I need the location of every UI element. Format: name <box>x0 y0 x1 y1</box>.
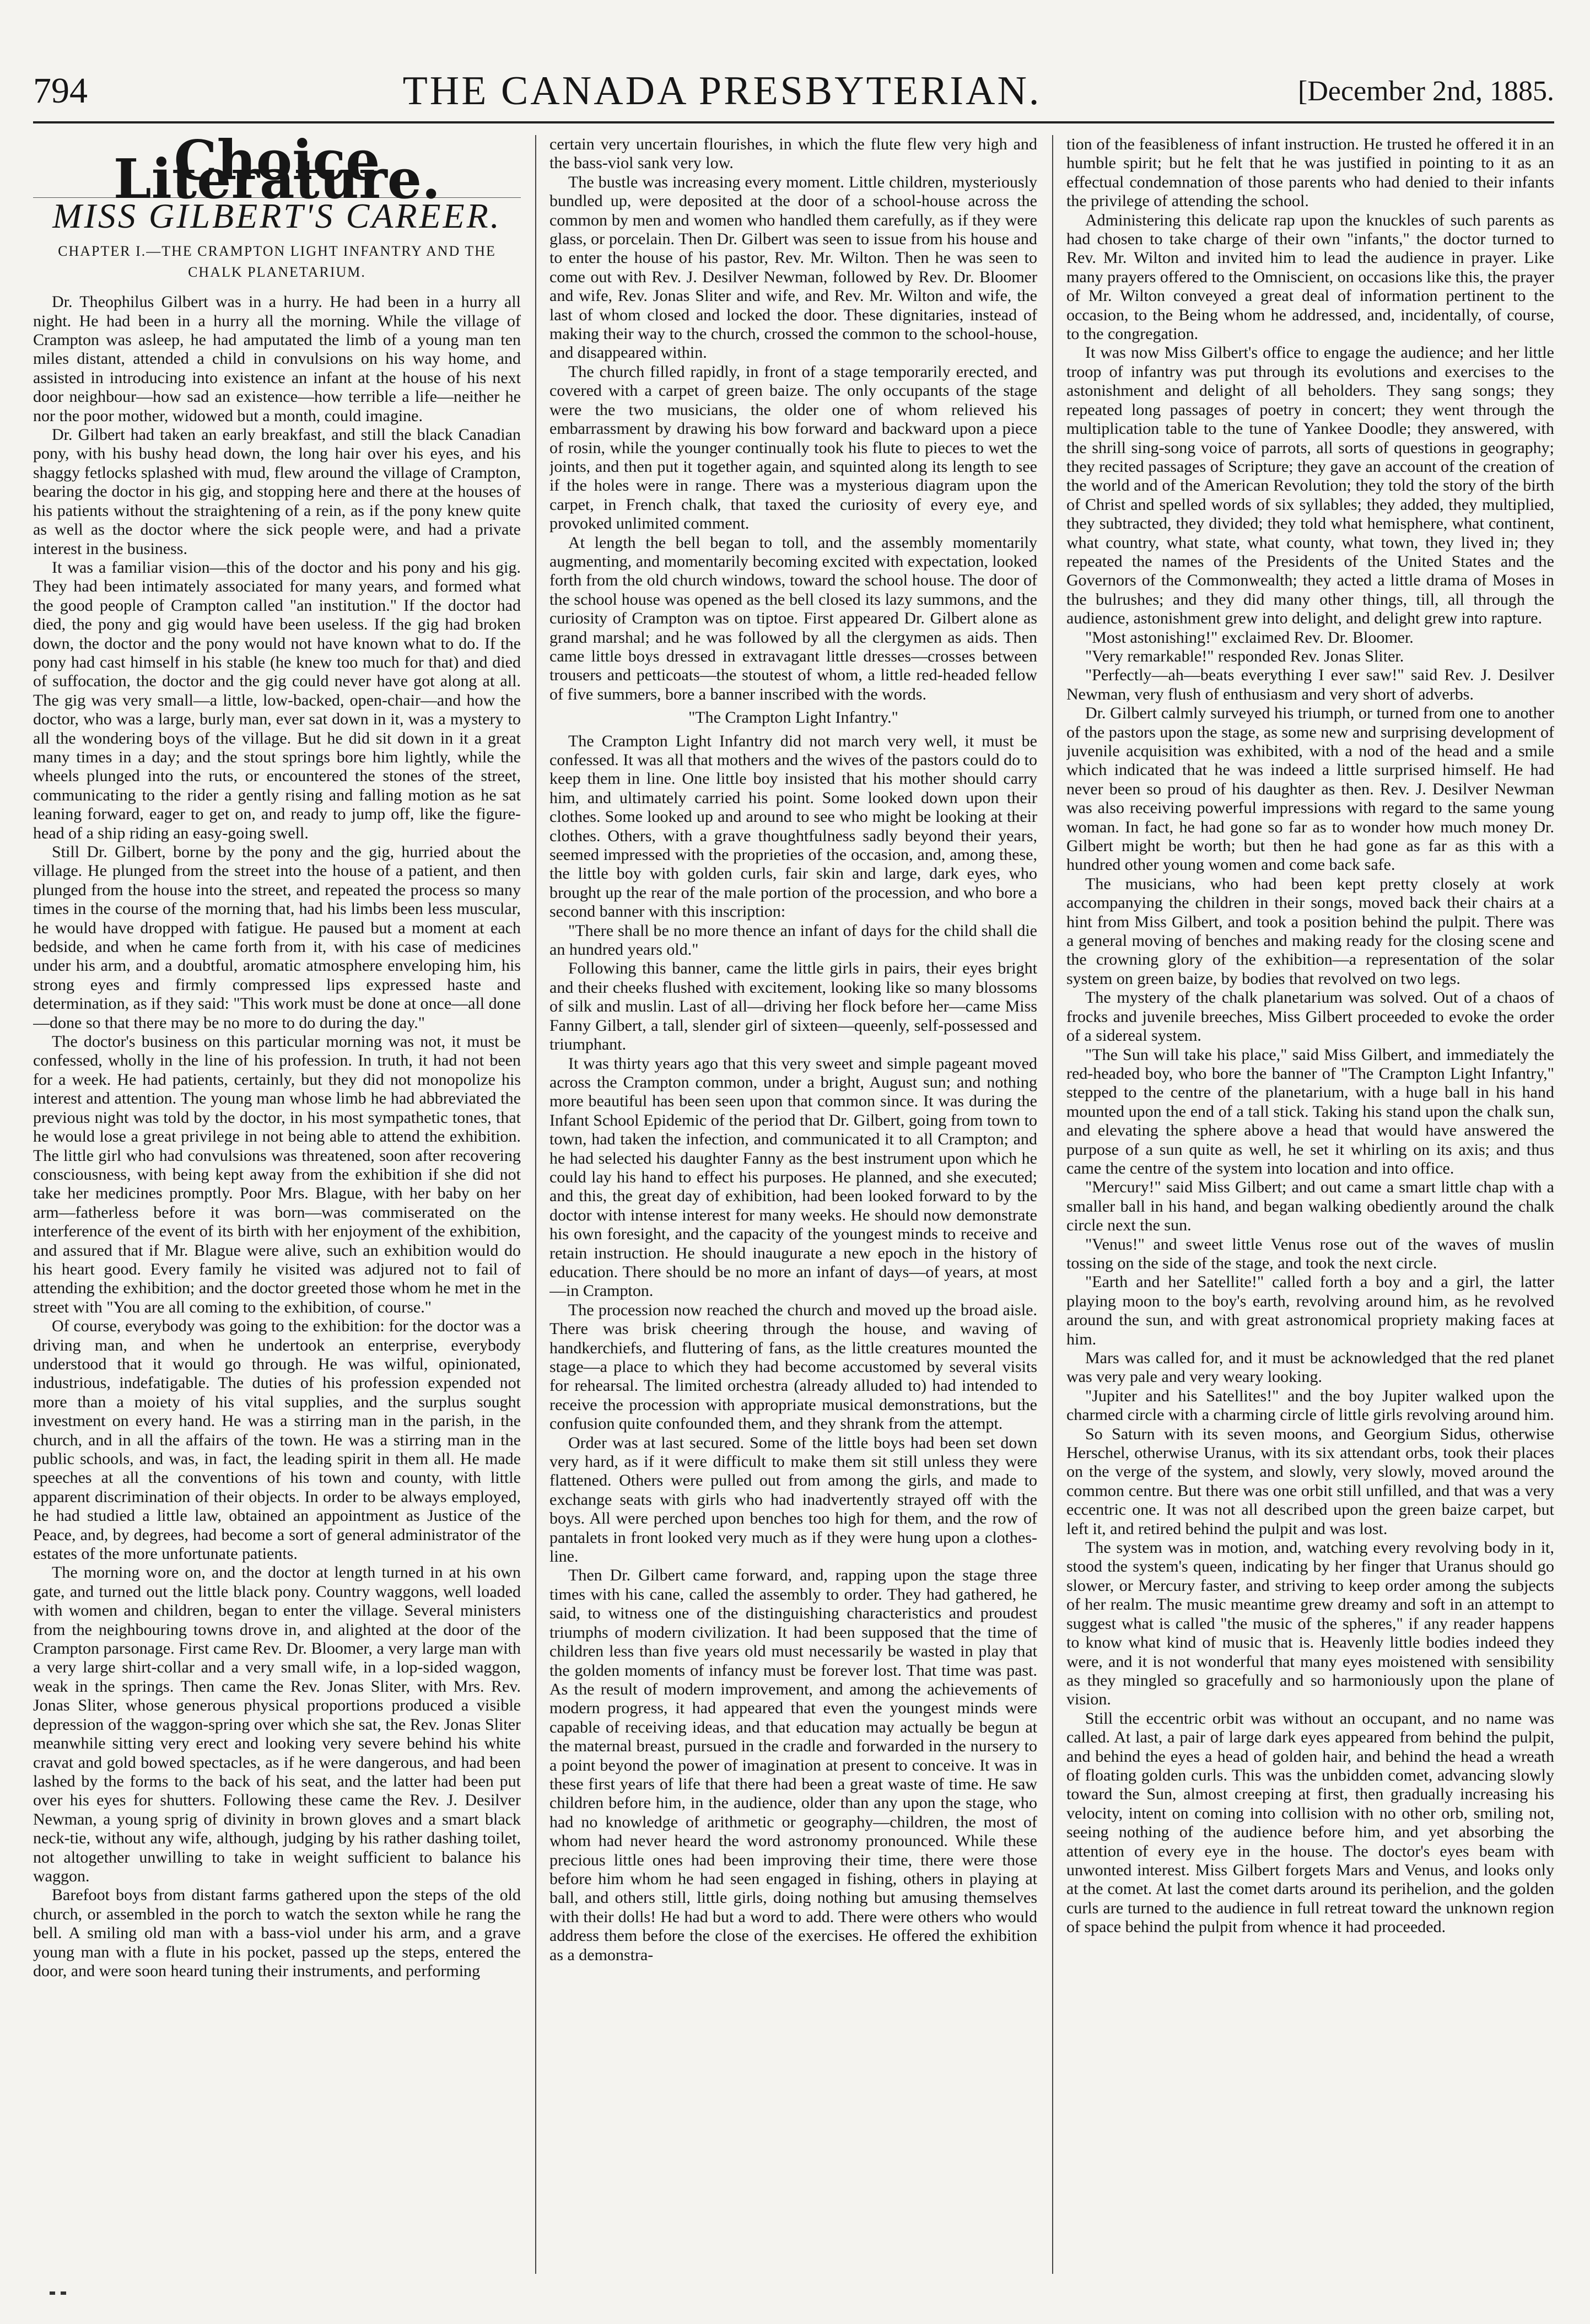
paragraph: So Saturn with its seven moons, and Georgium Sidus, otherwise Herschel, otherwise Uranus, with its six attendant orbs, took their places on the verge of the system, and slowly, very slowly, moved around the common centre. But there was one orbit still unfilled, and that was a very eccentric one. It was not all described upon the green baize carpet, but left it, and retired behind the pulpit and was lost. <box>1066 1424 1554 1538</box>
chapter-heading: CHAPTER I.—THE CRAMPTON LIGHT INFANTRY AND THE CHALK PLANETARIUM. <box>58 243 496 281</box>
paragraph: Still Dr. Gilbert, borne by the pony and the gig, hurried about the village. He plunged from the street into the house of a patient, and then plunged from the house into the street, and repeated the process so many times in the course of the morning that, had his limbs been less muscular, he would have dropped with fatigue. He paused but a moment at each bedside, and when he came forth from it, with his case of medicines under his arm, and a doubtful, aromatic atmosphere enveloping him, his strong eyes and firmly compressed lips expressed haste and determination, as if they said: "This work must be done at once—all done—done so that there may be no more to do during the day." <box>33 843 521 1032</box>
section-title: Choice Literature. <box>113 135 441 212</box>
paragraph: The procession now reached the church and moved up the broad aisle. There was brisk cheering through the house, and waving of handkerchiefs, and fluttering of fans, as the little creatures mounted the stage—a place to which they had become accustomed by several visits for rehearsal. The limited orchestra (already alluded to) had intended to receive the procession with appropriate musical demonstrations, but the confusion quite confounded them, and they shrank from the attempt. <box>549 1300 1037 1433</box>
banner-inscription: "The Crampton Light Infantry." <box>688 708 898 727</box>
paragraph: The church filled rapidly, in front of a stage temporarily erected, and covered with a carpet of green baize. The only occupants of the stage were the two musicians, the older one of whom relieved his embarrassment by drawing his bow forward and backward upon a piece of rosin, while the younger continually took his flute to pieces to wet the joints, and then put it together again, and squinted along its length to see if the holes were in range. There was a mysterious diagram upon the carpet, in French chalk, that taxed the curiosity of every eye, and provoked unlimited comment. <box>549 362 1037 533</box>
paragraph: Then Dr. Gilbert came forward, and, rapping upon the stage three times with his cane, called the assembly to order. They had gathered, he said, to witness one of the distinguishing characteristics and proudest triumphs of modern civilization. It had been supposed that the time of children less than five years old must necessarily be wasted in play that the golden moments of infancy must be forever lost. That time was past. As the result of modern improvement, and among the achievements of modern progress, it had appeared that even the youngest minds were capable of receiving ideas, and that education may actually be begun at the maternal breast, pursued in the cradle and forwarded in the nursery to a point beyond the power of imagination at present to conceive. It was in these first years of life that there had been a great waste of time. He saw children before him, in the audience, older than any upon the stage, who had no knowledge of arithmetic or geography—children, the most of whom had never heard the word astronomy pronounced. While these precious little ones had been improving their time, there were those before him whom he had seen engaged in fishing, others in playing at ball, and others still, little girls, doing nothing but amusing themselves with their dolls! He had but a word to add. There were others who would address them before the close of the exercises. He offered the exhibition as a demonstra- <box>549 1566 1037 1964</box>
banner-inscription: "There shall be no more thence an infant of days for the child shall die an hundred years old." <box>549 921 1037 959</box>
paragraph: "Venus!" and sweet little Venus rose out of the waves of muslin tossing on the side of the stage, and took the next circle. <box>1066 1235 1554 1272</box>
paragraph: "Most astonishing!" exclaimed Rev. Dr. Bloomer. <box>1085 628 1414 647</box>
page-header <box>33 61 1554 123</box>
paragraph: "Jupiter and his Satellites!" and the boy Jupiter walked upon the charmed circle with a charming circle of little girls revolving around him. <box>1066 1386 1554 1424</box>
paragraph: Barefoot boys from distant farms gathered upon the steps of the old church, or assembled in the porch to watch the sexton while he rang the bell. A smiling old man with a bass-viol under his arm, and a grave young man with a flute in his pocket, passed up the steps, entered the door, and were soon heard tuning their instruments, and performing <box>33 1886 521 1980</box>
paragraph: "The Sun will take his place," said Miss Gilbert, and immediately the red-headed boy, who bore the banner of "The Crampton Light Infantry," stepped to the centre of the planetarium, with a huge ball in his hand mounted upon the end of a tall stick. Taking his stand upon the chalk sun, and elevating the sphere above a head that would have answered the purpose of a sun quite as well, he set it whirling on its axis; and thus came the centre of the system into location and into office. <box>1066 1045 1554 1177</box>
story-title: MISS GILBERT'S CAREER. <box>33 197 521 225</box>
page-number: 794 <box>33 71 88 111</box>
column-rule <box>1052 135 1053 2274</box>
paragraph: "Mercury!" said Miss Gilbert; and out came a smart little chap with a smaller ball in his hand, and began walking obediently around the chalk circle next the sun. <box>1066 1178 1554 1235</box>
paragraph: certain very uncertain flourishes, in which the flute flew very high and the bass-viol sank very low. <box>549 135 1037 173</box>
paragraph: At length the bell began to toll, and the assembly momentarily augmenting, and momentarily becoming excited with expectation, looked forth from the old church windows, toward the school house. The door of the school house was opened as the bell closed its lazy summons, and the curiosity of Crampton was on tiptoe. First appeared Dr. Gilbert alone as grand marshal; and he was followed by all the clergymen as aids. Then came little boys dressed in extravagant little dresses—crosses between trousers and petticoats—the stoutest of whom, a little red-headed fellow of five summers, bore a banner inscribed with the words. <box>549 533 1037 703</box>
paragraph: The musicians, who had been kept pretty closely at work accompanying the children in their songs, moved back their chairs at a hint from Miss Gilbert, and took a position behind the pulpit. There was a general moving of benches and making ready for the closing scene and the crowning glory of the exhibition—a representation of the solar system on green baize, by bodies that revolved on two legs. <box>1066 874 1554 988</box>
paragraph: It was now Miss Gilbert's office to engage the audience; and her little troop of infantry was put through its evolutions and exercises to the astonishment and delight of all beholders. They sang songs; they repeated long passages of poetry in concert; they went through the multiplication table to the tune of Yankee Doodle; they answered, with the shrill sing-song voice of parrots, all sorts of questions in geography; they recited passages of Scripture; they gave an account of the creation of the world and of the American Revolution; they told the story of the birth of Christ and spelled words of six syllables; they added, they multiplied, they subtracted, they divided; they told what hemisphere, what continent, what country, what state, what county, what town, they lived in; they repeated the names of the Presidents of the United States and the Governors of the Commonwealth; they acted a little drama of Moses in the bulrushes; and they did many other things, till, all through the audience, astonishment grew into delight, and delight grew into rapture. <box>1066 343 1554 628</box>
paragraph: The system was in motion, and, watching every revolving body in it, stood the system's queen, indicating by her finger that Uranus should go slower, or Mercury faster, and striving to keep order among the subjects of her realm. The music meantime grew dreamy and soft in an attempt to suggest what is called "the music of the spheres," if any reader happens to know what kind of music that is. Heavenly little bodies indeed they were, and it is not wonderful that many eyes moistened with sensibility as they mingled so gracefully and so harmoniously upon the plane of vision. <box>1066 1538 1554 1709</box>
issue-date: [December 2nd, 1885. <box>1298 75 1554 107</box>
column-2 <box>549 135 1037 2274</box>
print-speck <box>50 2288 72 2291</box>
paragraph: The doctor's business on this particular morning was not, it must be confessed, wholly in the line of his profession. In truth, it had not been for a week. He had patients, certainly, but they did not monopolize his interest and attention. The young man whose limb he had abbreviated the previous night was told by the doctor, in his most sympathetic tones, that he would lose a great privilege in not being able to attend the exhibition. The little girl who had convulsions was threatened, soon after recovering consciousness, with being kept away from the exhibition if she did not take her medicines promptly. Poor Mrs. Blague, with her baby on her arm—fatherless before it was born—was commiserated on the interference of the event of its birth with her enjoyment of the exhibition, and assured that if Mr. Blague were alive, such an exhibition would do his heart good. Every family he visited was adjured not to fail of attending the exhibition; and the doctor greeted those whom he met in the street with "You are all coming to the exhibition, of course." <box>33 1032 521 1316</box>
paragraph: The morning wore on, and the doctor at length turned in at his own gate, and turned out the little black pony. Country waggons, well loaded with women and children, began to enter the village. Several ministers from the neighbouring towns drove in, and alighted at the door of the Crampton parsonage. First came Rev. Dr. Bloomer, a very large man with a very large shirt-collar and a very small wife, in a lop-sided waggon, weak in the springs. Then came the Rev. Jonas Sliter, with Mrs. Rev. Jonas Sliter, whose generous physical proportions produced a visible depression of the waggon-spring over which she sat, the Rev. Jonas Sliter meanwhile sitting very erect and looking very severe behind his white cravat and gold bowed spectacles, as if he were dangerous, and had been lashed by the forms to the back of his seat, and the latter had been put over his eyes for shutters. Following these came the Rev. J. Desilver Newman, a young sprig of divinity in brown gloves and a smart black neck-tie, without any wife, although, judging by his rather dashing toilet, not altogether unwilling to take in weight sufficient to balance his waggon. <box>33 1563 521 1885</box>
paragraph: The bustle was increasing every moment. Little children, mysteriously bundled up, were deposited at the door of a school-house across the common by men and women who handled them carefully, as if they were glass, or porcelain. Then Dr. Gilbert was seen to issue from his house and to enter the house of his pastor, Rev. Mr. Wilton. Then he was seen to come out with Rev. J. Desilver Newman, followed by Rev. Dr. Bloomer and wife, Rev. Jonas Sliter and wife, and Rev. Mr. Wilton and wife, the last of whom closed and locked the door. These dignitaries, instead of making their way to the church, crossed the common to the school-house, and disappeared within. <box>549 173 1037 362</box>
paragraph: Still the eccentric orbit was without an occupant, and no name was called. At last, a pair of large dark eyes appeared from behind the pulpit, and behind the eyes a head of golden hair, and behind the head a wreath of floating golden curls. This was the unbidden comet, advancing slowly toward the Sun, almost creeping at first, then gradually increasing his velocity, intent on coming into collision with no other orb, smiling not, seeing nothing of the audience before him, and yet absorbing the attention of every eye in the house. The doctor's eyes beam with unwonted interest. Miss Gilbert forgets Mars and Venus, and looks only at the comet. At last the comet darts around its perihelion, and the golden curls are turned to the audience in full retreat toward the unknown region of space behind the pulpit from whence it had proceeded. <box>1066 1709 1554 1936</box>
paragraph: "Perfectly—ah—beats everything I ever saw!" said Rev. J. Desilver Newman, very flush of enthusiasm and very short of adverbs. <box>1066 666 1554 703</box>
paragraph: Dr. Gilbert calmly surveyed his triumph, or turned from one to another of the pastors upon the stage, as some new and surprising development of juvenile acquisition was exhibited, with a nod of the head and a smile which indicated that he was indeed a little surprised himself. He had never been so proud of his daughter as then. Rev. J. Desilver Newman was also receiving powerful impressions with regard to the same young woman. In fact, he had gone so far as to wonder how much money Dr. Gilbert might be worth; but then he had gone as far as this with a hundred other young women and come back safe. <box>1066 704 1554 874</box>
paragraph: Order was at last secured. Some of the little boys had been set down very hard, as if it were difficult to make them sit still unless they were flattened. Others were pulled out from among the girls, and made to exchange seats with girls who had inadvertently strayed off with the boys. All were perched upon benches too high for them, and the row of pantalets in front looked very much as if they were hung upon a clothes-line. <box>549 1433 1037 1566</box>
paragraph: The mystery of the chalk planetarium was solved. Out of a chaos of frocks and juvenile breeches, Miss Gilbert proceeded to evoke the order of a sidereal system. <box>1066 988 1554 1045</box>
paragraph: It was thirty years ago that this very sweet and simple pageant moved across the Crampton common, under a bright, August sun; and nothing more beautiful has been seen upon that common since. It was during the Infant School Epidemic of the period that Dr. Gilbert, going from town to town, had taken the infection, and communicated it to all Crampton; and he had selected his daughter Fanny as the best instrument upon which he could lay his hand to effect his purposes. He planned, and she executed; and this, the great day of exhibition, had been looked forward to by the doctor with intense interest for many weeks. He should now demonstrate his own foresight, and the capacity of the youngest minds to receive and retain instruction. He should inaugurate a new epoch in the history of education. There should be no more an infant of days—of years, at most—in Crampton. <box>549 1054 1037 1300</box>
column-rule <box>535 135 536 2274</box>
paragraph: The Crampton Light Infantry did not march very well, it must be confessed. It was all that mothers and the wives of the pastors could do to keep them in line. One little boy insisted that his mother should carry him, and ultimately carried his point. Some looked down upon their clothes. Some looked up and around to see who might be looking at their clothes. Others, with a grave thoughtfulness sadly beyond their years, seemed impressed with the proprieties of the occasion, and, among these, the little boy with golden curls, fair skin and large, dark eyes, who brought up the rear of the male portion of the procession, and who bore a second banner with this inscription: <box>549 731 1037 921</box>
text-columns <box>33 135 1554 2274</box>
paragraph: tion of the feasibleness of infant instruction. He trusted he offered it in an humble spirit; but he felt that he was justified in pointing to it as an effectual condemnation of those parents who had denied to their infants the privilege of attending the school. <box>1066 135 1554 211</box>
paragraph: Of course, everybody was going to the exhibition: for the doctor was a driving man, and when he undertook an enterprise, everybody understood that it would go through. He was wilful, opinionated, industrious, indefatigable. The duties of his profession expended not more than a moiety of his vital supplies, and the surplus sought investment on every hand. He was a stirring man in the parish, in the church, and in all the affairs of the town. He was a stirring man in the public schools, and was, in fact, the leading spirit in them all. He made speeches at all the conventions of his town and county, with little apparent discrimination of their objects. In order to be always employed, he had studied a little law, obtained an appointment as Justice of the Peace, and, by degrees, had become a sort of general administrator of the estates of the more unfortunate patients. <box>33 1317 521 1563</box>
paragraph: Dr. Gilbert had taken an early breakfast, and still the black Canadian pony, with his bushy head down, the long hair over his eyes, and his shaggy fetlocks splashed with mud, flew around the village of Crampton, bearing the doctor in his gig, and stopping here and there at the houses of his patients without the straightening of a rein, as if the pony knew quite as well as the doctor where the sick people were, and had a private interest in the business. <box>33 426 521 558</box>
paragraph: Mars was called for, and it must be acknowledged that the red planet was very pale and very weary looking. <box>1066 1349 1554 1386</box>
paragraph: "Very remarkable!" responded Rev. Jonas Sliter. <box>1085 647 1404 665</box>
paragraph: It was a familiar vision—this of the doctor and his pony and his gig. They had been intimately associated for many years, and formed what the good people of Crampton called "an institution." If the doctor had died, the pony and gig would have been useless. If the gig had broken down, the doctor and the pony would not have known what to do. If the pony had cast himself in his stable (he knew too much for that) and died of suffocation, the doctor and the gig could never have got along at all. The gig was very small—a little, low-backed, open-chair—and how the doctor, who was a large, burly man, ever sat down in it, was a mystery to all the wondering boys of the village. But he did sit down in it a great many times in a day; and the stout springs bore him lightly, while the wheels plunged into the ruts, or encountered the stones of the street, communicating to the rider a gently rising and falling motion as he sat leaning forward, eager to get on, and ready to jump off, like the figure-head of a ship riding an easy-going swell. <box>33 558 521 842</box>
paragraph: Dr. Theophilus Gilbert was in a hurry. He had been in a hurry all night. He had been in a hurry all the morning. While the village of Crampton was asleep, he had amputated the limb of a young man ten miles distant, attended a child in convulsions on his way home, and assisted in introducing into existence an infant at the house of his next door neighbour—how sad an existence—how terrible a life—neither he nor the poor mother, widowed but a month, could imagine. <box>33 293 521 425</box>
column-3 <box>1066 135 1554 2274</box>
paragraph: Administering this delicate rap upon the knuckles of such parents as had chosen to take charge of their own "infants," the doctor turned to Rev. Mr. Wilton and invited him to lead the audience in prayer. Like many prayers offered to the Omniscient, on occasions like this, the prayer of Mr. Wilton conveyed a great deal of information pertinent to the occasion, to the Being whom he addressed, and, incidentally, of course, to the congregation. <box>1066 211 1554 343</box>
paragraph: Following this banner, came the little girls in pairs, their eyes bright and their cheeks flushed with excitement, looking like so many blossoms of silk and muslin. Last of all—driving her flock before her—came Miss Fanny Gilbert, a tall, slender girl of sixteen—queenly, self-possessed and triumphant. <box>549 959 1037 1054</box>
column-1 <box>33 135 521 2274</box>
paragraph: "Earth and her Satellite!" called forth a boy and a girl, the latter playing moon to the boy's earth, revolving around him, as he revolved around the sun, and with great astronomical propriety making faces at him. <box>1066 1273 1554 1348</box>
masthead: THE CANADA PRESBYTERIAN. <box>402 68 1042 114</box>
